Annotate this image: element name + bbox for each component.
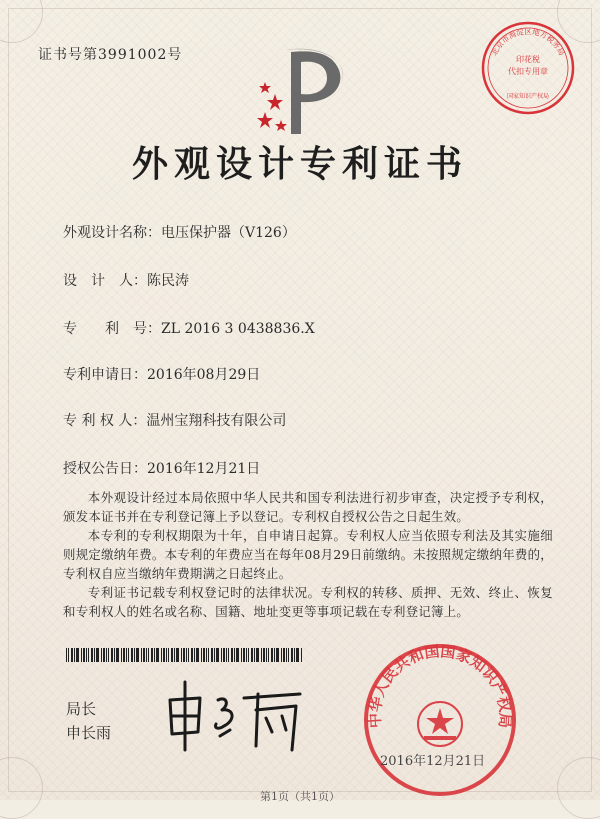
- cnipa-official-seal: [360, 640, 520, 800]
- seal-text: 中华人民共和国国家知识产权局: [365, 642, 515, 729]
- handwritten-signature-icon: [160, 670, 310, 760]
- signatory-title: 局长: [66, 700, 97, 718]
- page-number: 第1页（共1页）: [260, 790, 340, 803]
- svg-text:北京市海淀区地方税务局: 北京市海淀区地方税务局: [489, 27, 567, 57]
- issue-date: 2016年12月21日: [380, 754, 486, 769]
- patent-number-field: [63, 318, 315, 338]
- field-value: 温州宝翔科技有限公司: [146, 413, 287, 429]
- page-title: 外观设计专利证书: [131, 143, 468, 185]
- corner-ornament: [0, 0, 43, 43]
- certificate-body: [63, 488, 553, 621]
- seal-icon: [360, 640, 520, 800]
- svg-text:印花税: 印花税: [516, 55, 540, 64]
- cnipa-logo-icon: [255, 42, 350, 142]
- tax-seal-stamp: [478, 18, 578, 118]
- seal-icon: [478, 18, 578, 118]
- body-paragraph: 本外观设计经过本局依照中华人民共和国专利法进行初步审查，决定授予专利权，颁发本证书并在专利登记簿上予以登记。专利权自授权公告之日起生效。: [63, 490, 553, 524]
- field-value: 陈民涛: [147, 273, 189, 289]
- field-label: 授权公告日：: [63, 461, 147, 477]
- field-value: 电压保护器（V126）: [161, 225, 296, 241]
- body-paragraph: 本专利的专利权期限为十年，自申请日起算。专利权人应当依照专利法及其实施细则规定缴纳年费。本专利的年费应当在每年08月29日前缴纳。未按照规定缴纳年费的，专利权自应当缴纳年费期满之日起终止。: [63, 528, 553, 581]
- designer-field: [63, 270, 189, 290]
- field-label: 专 利 权 人：: [63, 413, 147, 429]
- body-paragraph: 专利证书记载专利权登记时的法律状况。专利权的转移、质押、无效、终止、恢复和专利权人的姓名或名称、国籍、地址变更等事项记载在专利登记簿上。: [63, 585, 553, 619]
- svg-text:国家知识产权局: 国家知识产权局: [506, 93, 550, 100]
- field-label: 设 计 人：: [63, 273, 147, 289]
- field-value: 2016年12月21日: [147, 461, 261, 477]
- grant-date-field: [63, 458, 260, 478]
- field-value: ZL 2016 3 0438836.X: [161, 321, 315, 337]
- barcode-icon: [66, 648, 302, 662]
- field-label: 专 利 号：: [63, 321, 161, 337]
- filing-date-field: [63, 364, 260, 384]
- field-label: 专利申请日：: [63, 367, 147, 383]
- patentee-field: [63, 410, 286, 430]
- svg-text:代扣专用章: 代扣专用章: [508, 67, 548, 76]
- design-name-field: [63, 222, 296, 242]
- field-value: 2016年08月29日: [147, 367, 261, 383]
- field-label: 外观设计名称：: [63, 225, 161, 241]
- signatory-name: 申长雨: [66, 724, 112, 742]
- certificate-number: 证书号第3991002号: [38, 47, 183, 63]
